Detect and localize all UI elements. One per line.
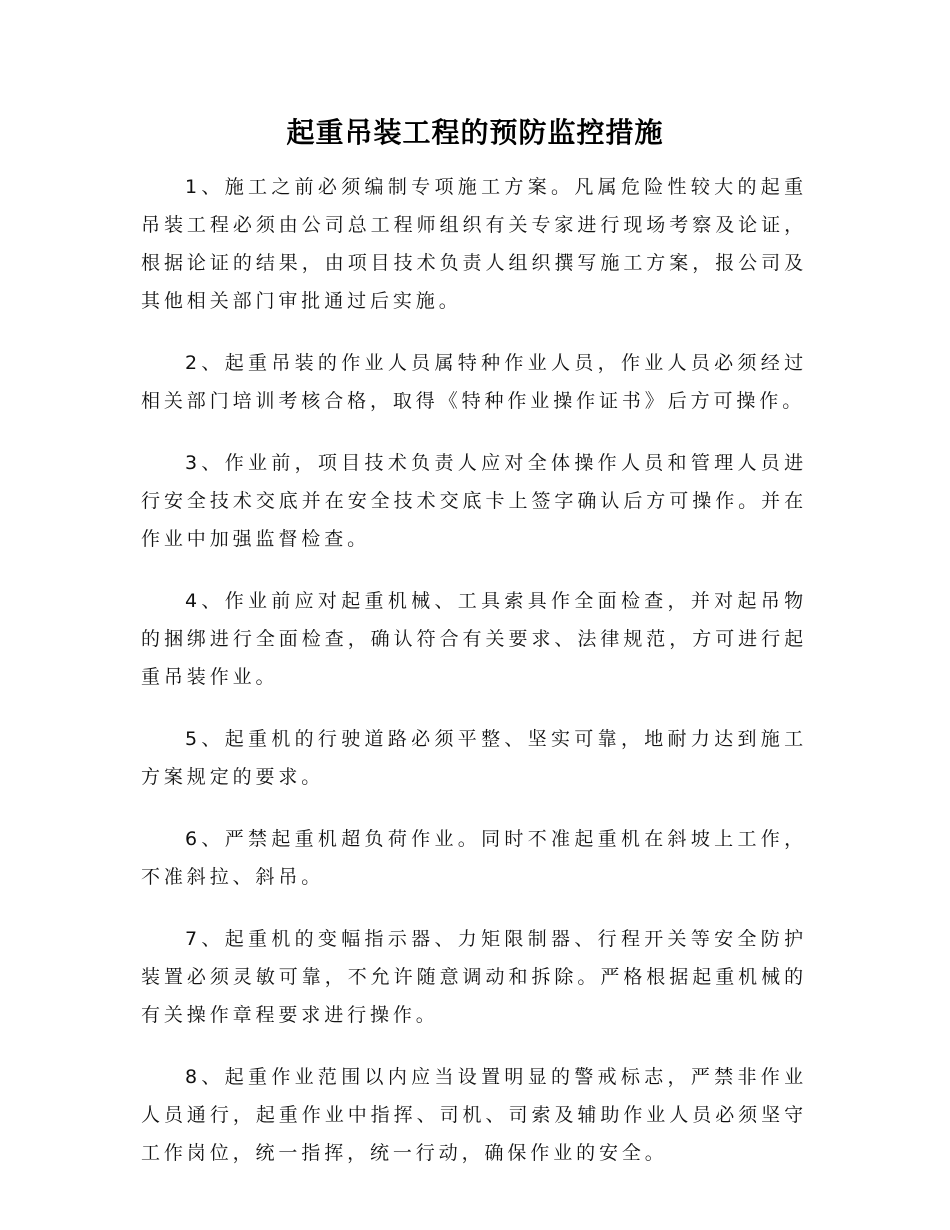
paragraph-5: 5、起重机的行驶道路必须平整、坚实可靠，地耐力达到施工方案规定的要求。	[141, 728, 807, 788]
paragraph-7: 7、起重机的变幅指示器、力矩限制器、行程开关等安全防护装置必须灵敏可靠，不允许随意调动和拆除。严格根据起重机械的有关操作章程要求进行操作。	[141, 928, 807, 1026]
paragraph-4: 4、作业前应对起重机械、工具索具作全面检查，并对起吊物的捆绑进行全面检查，确认符合有关要求、法律规范，方可进行起重吊装作业。	[141, 590, 807, 688]
paragraph-1: 1、施工之前必须编制专项施工方案。凡属危险性较大的起重吊装工程必须由公司总工程师组织有关专家进行现场考察及论证，根据论证的结果，由项目技术负责人组织撰写施工方案，报公司及其他相关部门审批通过后实施。	[141, 176, 807, 312]
paragraph-2: 2、起重吊装的作业人员属特种作业人员，作业人员必须经过相关部门培训考核合格，取得《特种作业操作证书》后方可操作。	[141, 352, 807, 412]
paragraph-3: 3、作业前，项目技术负责人应对全体操作人员和管理人员进行安全技术交底并在安全技术交底卡上签字确认后方可操作。并在作业中加强监督检查。	[141, 452, 807, 550]
paragraph-8: 8、起重作业范围以内应当设置明显的警戒标志，严禁非作业人员通行，起重作业中指挥、司机、司索及辅助作业人员必须坚守工作岗位，统一指挥，统一行动，确保作业的安全。	[141, 1066, 807, 1164]
document-body	[141, 168, 807, 1196]
document-title: 起重吊装工程的预防监控措施	[286, 116, 664, 149]
paragraph-6: 6、严禁起重机超负荷作业。同时不准起重机在斜坡上工作，不准斜拉、斜吊。	[141, 828, 807, 888]
